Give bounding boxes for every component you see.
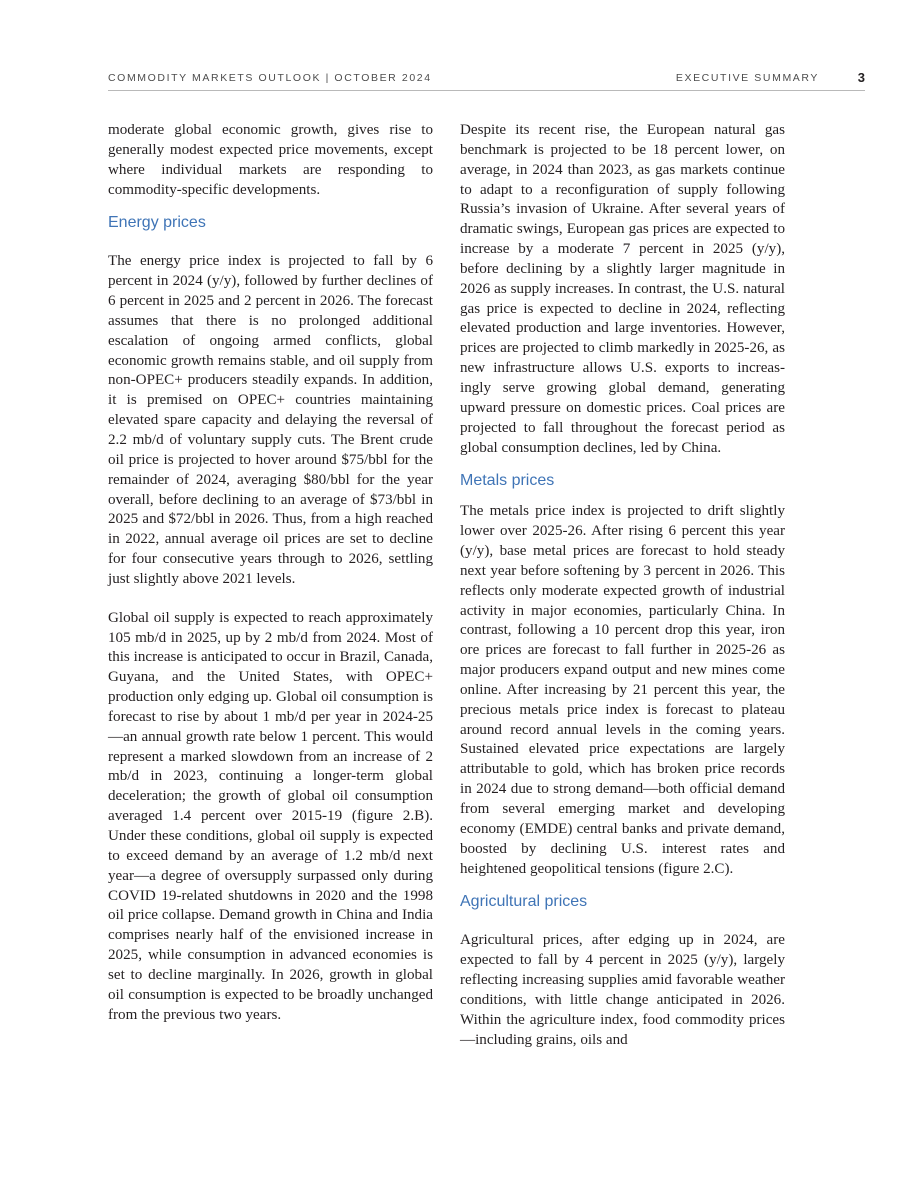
publication-title: COMMODITY MARKETS OUTLOOK | OCTOBER 2024 (108, 72, 432, 84)
section-title: EXECUTIVE SUMMARY (675, 72, 819, 84)
paragraph-natural-gas: Despite its recent rise, the European natural gas benchmark is projected to be 18 percent lower, on average, in 2024 than 2023, as gas markets continue to adapt to a reconfiguration of supply following Russia’s invasion of Ukraine. After several years of dramatic swings, European gas prices are expected to increase by a moderate 7 percent in 2025 (y/y), before declining by a slightly larger magnitude in 2026 as supply increases. In contrast, the U.S. natural gas price is expected to decline in 2024, reflecting elevated production and large inventories. However, prices are projected to climb markedly in 2025-26, as new infrastructure allows U.S. exports to increasingly serve growing global demand, generating upward pressure on domestic prices. Coal prices are projected to fall throughout the forecast period as global consumption declines, led by China. (460, 122, 785, 456)
right-column (460, 121, 785, 1050)
paragraph-metals: The metals price index is projected to drift slightly lower over 2025-26. After rising 6 percent this year (y/y), base metal prices are forecast to hold steady next year before softening by 3 percent in 2026. This reflects only moderate expected growth of industrial activity in major economies, particularly China. In contrast, following a 10 percent drop this year, iron ore prices are forecast to fall further in 2025-26 as major producers expand output and new mines come online. After increasing by 21 percent this year, the precious metals price index is forecast to plateau around record annual levels in the coming years. Sustained elevated price expectations are largely attributable to gold, which has broken price records in 2024 due to strong demand—both official demand from several emerging market and developing economy (EMDE) central banks and private demand, boosted by declining U.S. interest rates and heightened geopolitical tensions (figure 2.C). (460, 503, 785, 877)
heading-agricultural-prices: Agricultural prices (460, 893, 588, 911)
heading-metals-prices: Metals prices (460, 472, 555, 490)
continued-paragraph: moderate global economic growth, gives rise to generally modest expected price movements, except where individual markets are responding to commodity-specific developments. (108, 122, 433, 198)
page-number: 3 (857, 70, 865, 85)
paragraph-oil-supply: Global oil supply is expected to reach approximately 105 mb/d in 2025, up by 2 mb/d from 2024. Most of this increase is anticipated to occur in Brazil, Canada, Guyana, and the United States, with OPEC+ production only edging up. Global oil consumption is forecast to rise by about 1 mb/d per year in 2024-25—an annual growth rate below 1 percent. This would represent a marked slowdown from an increase of 2 mb/d in 2023, continuing a longer-term global deceleration; the growth of global oil consumption averaged 1.4 percent over 2015-19 (figure 2.B). Under these conditions, global oil supply is expected to exceed demand by an average of 1.2 mb/d next year—a degree of oversupply surpassed only during COVID 19-related shutdowns in 2020 and the 1998 oil price collapse. Demand growth in China and India comprises nearly half of the envisioned increase in 2025, while consumption in advanced economies is set to decline marginally. In 2026, growth in global oil consumption is expected to be broadly unchanged from the previous two years. (108, 609, 433, 1023)
heading-energy-prices: Energy prices (108, 214, 206, 232)
paragraph-energy-index: The energy price index is projected to fall by 6 percent in 2024 (y/y), followed by further declines of 6 percent in 2025 and 2 percent in 2026. The forecast assumes that there is no prolonged additional escalation of ongoing armed conflicts, global economic growth remains stable, and oil supply from non-OPEC+ producers steadily expands. In addition, it is premised on OPEC+ countries maintaining elevated spare capacity and delaying the reversal of 2.2 mb/d of voluntary supply cuts. The Brent crude oil price is projected to hover around $75/bbl for the remainder of 2024, averaging $80/bbl for the year overall, before declining to an average of $73/bbl in 2025 and $72/bbl in 2026. Thus, from a high reached in 2022, annual average oil prices are set to decline for four consecutive years through to 2026, settling just slightly above 2021 levels. (108, 253, 433, 587)
running-header (108, 70, 865, 91)
left-column (108, 121, 433, 1025)
paragraph-agriculture: Agricultural prices, after edging up in 2024, are expected to fall by 4 percent in 2025 (y/y), largely reflecting increasing supplies amid favorable weather conditions, with little change anticipated in 2026. Within the agriculture index, food commodity prices—including grains, oils and (460, 932, 785, 1048)
